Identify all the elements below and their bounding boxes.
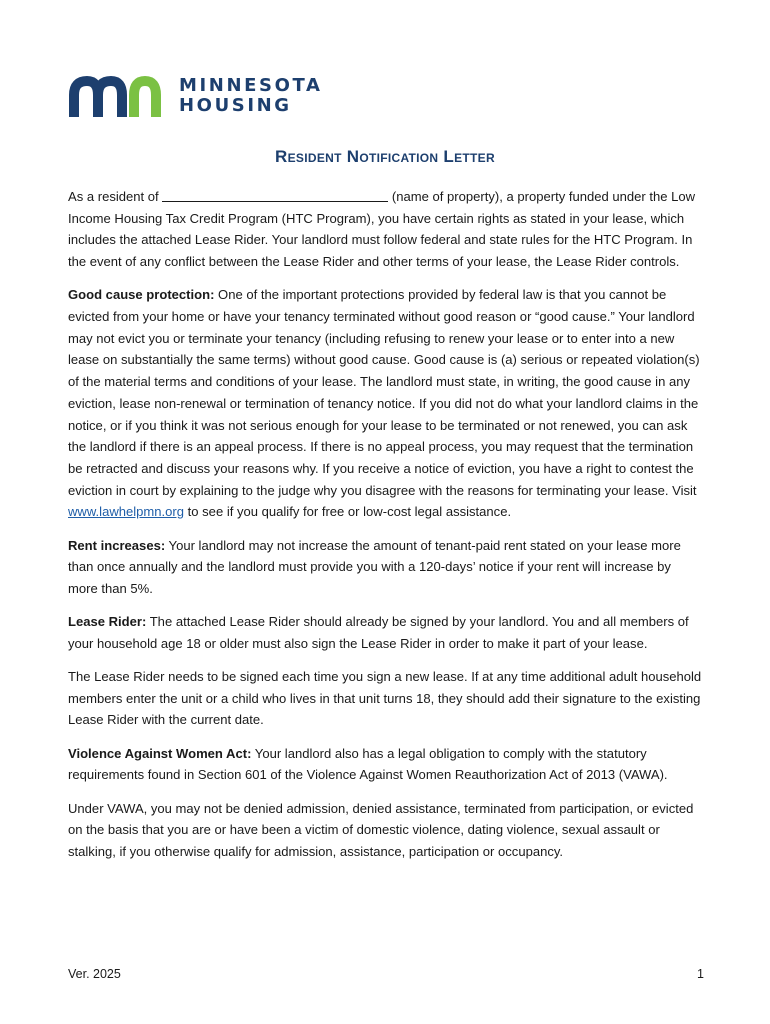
good-cause-heading: Good cause protection: [68, 287, 215, 303]
good-cause-after-link: to see if you qualify for free or low-cost legal assistance. [184, 504, 512, 520]
good-cause-body: One of the important protections provided by federal law is that you cannot be evicted from your home or have your tenancy terminated without good reason or “good cause.” Your landlord may not evict you or terminate your tenancy (including refusing to renew your lease or to enter into a new lease on substantially the same terms) without good cause. Good cause is (a) serious or repeated violation(s) of the material terms and conditions of your lease. The landlord must state, in writing, the good cause in any eviction, lease non-renewal or termination of tenancy notice. If you did not do what your landlord claims in the notice, or if you think it was not serious enough for your lease to be terminated or not renewed, you can ask the landlord if there is an appeal process. If there is no appeal process, you may request that the termination be retracted and discuss your reasons why. If you receive a notice of eviction, you have a right to contest the eviction in court by explaining to the judge why you disagree with the reasons for terminating your lease. Visit [68, 287, 700, 498]
vawa-rights-paragraph: Under VAWA, you may not be denied admission, denied assistance, terminated from participation, or evicted on the basis that you are or have been a victim of domestic violence, dating violence, sexual assault or stalking, if you otherwise qualify for admission, assistance, participation or occupancy. [68, 800, 694, 859]
mn-logo-mark-icon [68, 73, 163, 119]
property-name-blank[interactable] [162, 188, 388, 202]
logo-wordmark [179, 76, 323, 116]
page-title: Resident Notification Letter [275, 147, 495, 166]
intro-paragraph [68, 186, 704, 273]
lease-rider-body: The attached Lease Rider should already be signed by your landlord. You and all members of your household age 18 or older must also sign the Lease Rider in order to make it part of your lease. [68, 614, 689, 651]
lease-signing-paragraph: The Lease Rider needs to be signed each time you sign a new lease. If at any time additional adult household members enter the unit or a child who lives in that unit turns 18, they should add their signature to the existing Lease Rider with the current date. [68, 669, 702, 728]
rent-body: Your landlord may not increase the amount of tenant-paid rent stated on your lease more than once annually and the landlord must provide you with a 120-days’ notice if your rent will increase by more than 5%. [68, 537, 681, 596]
vawa-heading: Violence Against Women Act: [68, 745, 252, 761]
logo-line-2: HOUSING [179, 95, 292, 116]
intro-before: As a resident of [68, 189, 163, 204]
vawa-paragraph [68, 743, 704, 786]
rent-heading: Rent increases: [68, 537, 166, 553]
intro-after: (name of property), a property funded under the Low Income Housing Tax Credit Program (HTC Program), you have certain rights as stated in your lease, which includes the attached Lease Rider. Your landlord must follow federal and state rules for the HTC Program. In the event of any conflict between the Lease Rider and other terms of your lease, the Lease Rider controls. [68, 189, 696, 270]
vawa-body: Your landlord also has a legal obligation to comply with the statutory requirements found in Section 601 of the Violence Against Women Reauthorization Act of 2013 (VAWA). [68, 745, 668, 783]
minnesota-housing-logo [68, 73, 323, 119]
rent-increases-paragraph [68, 535, 704, 600]
good-cause-paragraph [68, 284, 704, 523]
lease-rider-paragraph [68, 611, 704, 654]
lease-rider-heading: Lease Rider: [68, 614, 147, 630]
page-number: 1 [697, 967, 704, 981]
logo-line-1: MINNESOTA [179, 75, 323, 96]
letter-body [68, 186, 704, 874]
version-label: Ver. 2025 [68, 967, 121, 981]
lawhelp-link[interactable]: www.lawhelpmn.org [68, 504, 185, 520]
